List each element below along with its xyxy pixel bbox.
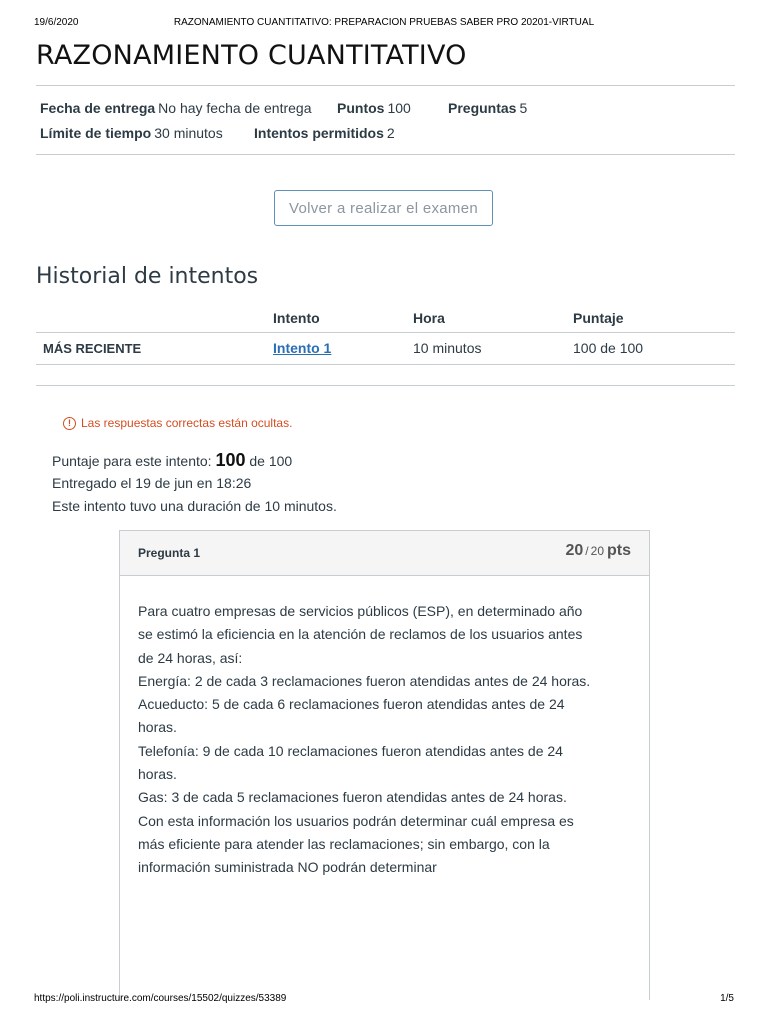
print-header — [34, 17, 734, 31]
questions-label: Preguntas — [448, 100, 517, 116]
question-line: horas. — [138, 719, 177, 736]
question-text — [138, 600, 636, 880]
print-document-title: RAZONAMIENTO CUANTITATIVO: PREPARACION PRUEBAS SABER PRO 20201-VIRTUAL — [173, 17, 595, 28]
question-points-earned: 20 — [565, 542, 584, 559]
attempt-score — [52, 450, 292, 471]
questions-value: 5 — [519, 100, 528, 116]
points-value: 100 — [387, 100, 411, 116]
retake-quiz-button[interactable]: Volver a realizar el examen — [274, 190, 493, 226]
time-limit-label: Límite de tiempo — [40, 125, 152, 141]
due-date-value: No hay fecha de entrega — [158, 100, 312, 116]
question-line: más eficiente para atender las reclamaciones; sin embargo, con la — [138, 835, 550, 852]
question-line: Para cuatro empresas de servicios públicos (ESP), en determinado año — [138, 603, 583, 619]
question-score — [566, 542, 632, 560]
question-line: horas. — [138, 766, 177, 783]
attempts-allowed-label: Intentos permitidos — [254, 125, 384, 141]
question-line: de 24 horas, así: — [138, 649, 243, 666]
column-header-score: Puntaje — [573, 310, 624, 326]
attempts-allowed-value: 2 — [386, 125, 395, 141]
points-unit: pts — [607, 542, 631, 559]
question-title: Pregunta 1 — [138, 546, 201, 560]
warning-icon: ! — [63, 417, 76, 430]
page-title: RAZONAMIENTO CUANTITATIVO — [36, 40, 467, 71]
attempt-1-link[interactable] — [273, 340, 331, 356]
question-line: se estimó la eficiencia en la atención de reclamos de los usuarios antes — [138, 626, 583, 643]
divider — [36, 154, 735, 155]
due-date-detail — [40, 100, 312, 116]
score-prefix: Puntaje para este intento: — [52, 453, 212, 469]
attempt-duration: Este intento tuvo una duración de 10 minutos. — [52, 498, 337, 514]
row-time: 10 minutos — [413, 340, 482, 356]
time-limit-detail — [40, 125, 223, 141]
divider — [36, 385, 735, 386]
column-header-time: Hora — [413, 310, 445, 326]
row-latest-label: MÁS RECIENTE — [43, 341, 142, 356]
row-score: 100 de 100 — [573, 340, 644, 356]
question-line: Acueducto: 5 de cada 6 reclamaciones fueron atendidas antes de 24 — [138, 696, 565, 713]
attempt-history-title: Historial de intentos — [36, 264, 259, 289]
points-label: Puntos — [337, 100, 385, 116]
question-header — [120, 531, 649, 576]
question-line: información suministrada NO podrán determinar — [138, 859, 437, 876]
question-line: Con esta información los usuarios podrán determinar cuál empresa es — [138, 812, 574, 829]
question-line: Gas: 3 de cada 5 reclamaciones fueron atendidas antes de 24 horas. — [138, 789, 567, 806]
questions-detail — [448, 100, 527, 116]
question-line: Telefonía: 9 de cada 10 reclamaciones fueron atendidas antes de 24 — [138, 742, 563, 759]
time-limit-value: 30 minutos — [154, 125, 223, 141]
due-date-label: Fecha de entrega — [40, 100, 156, 116]
table-row-divider — [36, 364, 735, 365]
question-points-possible: 20 — [590, 544, 604, 558]
score-suffix: de 100 — [249, 453, 293, 469]
attempts-allowed-detail — [254, 125, 395, 141]
points-separator: / — [585, 544, 589, 558]
divider — [36, 85, 735, 86]
column-header-attempt: Intento — [273, 310, 320, 326]
hidden-answers-text: Las respuestas correctas están ocultas. — [81, 416, 293, 430]
points-detail — [337, 100, 411, 116]
score-value: 100 — [215, 450, 246, 470]
question-line: Energía: 2 de cada 3 reclamaciones fueron atendidas antes de 24 horas. — [138, 672, 591, 689]
hidden-answers-notice — [63, 416, 292, 430]
print-page-number: 1/5 — [720, 993, 734, 1004]
question-card — [119, 530, 650, 1000]
table-header-divider — [36, 332, 735, 333]
print-url: https://poli.instructure.com/courses/15502/quizzes/53389 — [34, 993, 287, 1004]
submitted-date: Entregado el 19 de jun en 18:26 — [52, 475, 252, 491]
print-footer — [34, 993, 734, 1007]
print-date: 19/6/2020 — [34, 17, 79, 28]
attempt-link-text[interactable]: Intento 1 — [273, 340, 332, 356]
